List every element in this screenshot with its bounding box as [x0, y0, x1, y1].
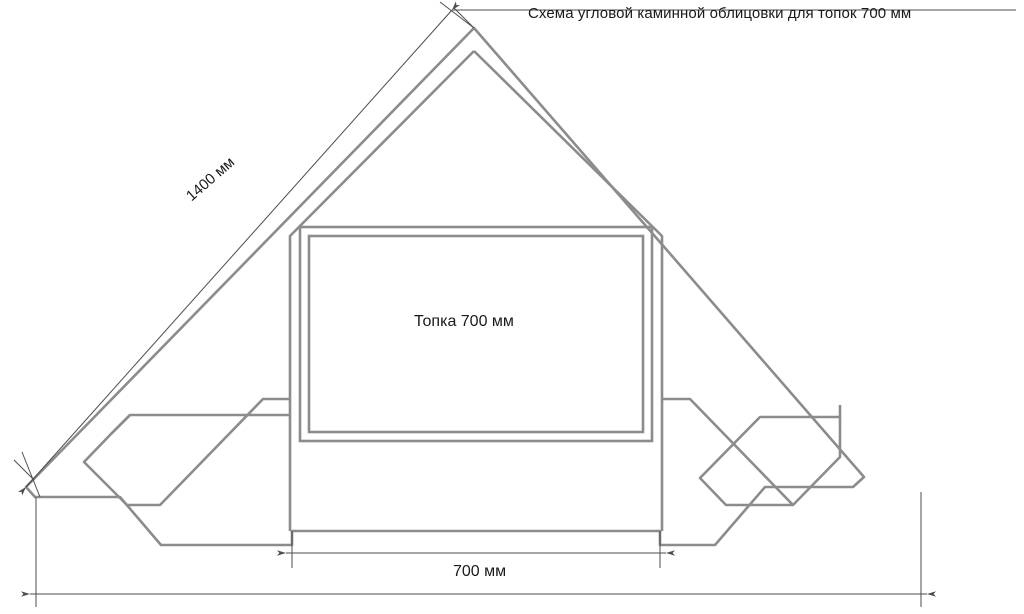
- firebox-label: Топка 700 мм: [414, 313, 514, 330]
- diagram-title: Схема угловой каминной облицовки для топок 700 мм: [528, 5, 912, 22]
- right-wing-outline: [662, 399, 840, 505]
- left-wing-outline: [84, 399, 290, 505]
- firebox-opening: [300, 227, 652, 441]
- cladding-outline: [26, 28, 864, 545]
- dimension-label-bottom-width: 700 мм: [453, 563, 507, 580]
- dimension-overall-width: [30, 492, 927, 607]
- cladding-inner-outline: [290, 51, 662, 531]
- dimension-label-diagonal: 1400 мм: [183, 153, 239, 205]
- dimension-diagonal: [14, 2, 474, 497]
